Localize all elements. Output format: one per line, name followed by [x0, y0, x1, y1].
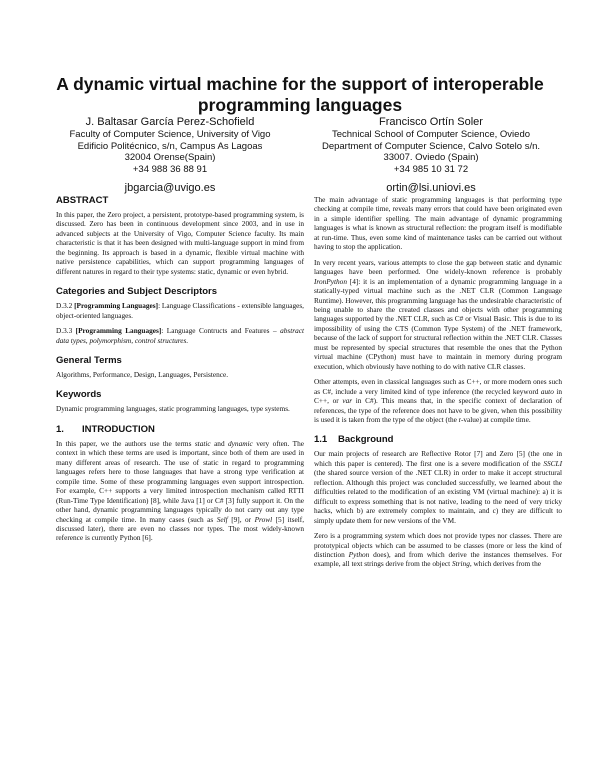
- section-number: 1.: [56, 423, 64, 435]
- category-code: D.3.2: [56, 301, 73, 311]
- italic-term: Python: [348, 549, 370, 559]
- text-run: very often. The context in which these terms are used is important, since both of them are used in many different areas of research. The use of static in regard to programming languages refers here to those languages that have a strong type verification at compile time. Some of these programming languages even support introspection. For example, C++ supports a very limited introspection mechanism called RTTI (Run-Time Type Identification) [8], while Java [1] or C# [3] fully support it. On the other hand, dynamic programming languages typically do not carry out any type checking at compile time. In many cases (such as: [56, 438, 305, 524]
- body-paragraph-4: [314, 449, 562, 525]
- category-rest: : Language Classifications - extensible languages, object-oriented languages.: [56, 301, 305, 320]
- author-address: Department of Computer Science, Calvo Sotelo s/n.: [321, 140, 541, 152]
- category-code: D.3.3: [56, 326, 73, 336]
- section-number: 1.1: [314, 434, 328, 446]
- italic-term: IronPython: [314, 276, 347, 286]
- category-descriptor-1: [56, 301, 304, 320]
- keywords-heading: Keywords: [56, 389, 102, 401]
- author-block-2: [301, 116, 561, 195]
- text-run: Zero is a programming system which does not provide types nor classes. There are prototypical objects which can be assumed to be classes (more or less the kind of distinction: [314, 531, 562, 559]
- author-affiliation: Faculty of Computer Science, University of Vigo: [69, 129, 271, 140]
- author-phone: +34 988 36 88 91: [132, 163, 208, 175]
- author-block-1: [40, 116, 300, 195]
- text-run: In this paper, we the authors use the terms: [56, 438, 192, 448]
- section-title: Background: [338, 434, 394, 446]
- general-terms-heading: General Terms: [56, 354, 122, 366]
- title-line-1: A dynamic virtual machine for the support of interoperable: [56, 74, 544, 94]
- introduction-heading: [56, 424, 304, 436]
- category-name: [Programming Languages]: [74, 301, 159, 311]
- italic-term: String: [452, 559, 470, 569]
- text-run: In very recent years, various attempts to close the gap between static and dynamic languages have been performed. One widely-known reference is probably: [314, 257, 562, 277]
- author-address: Edificio Politécnico, s/n, Campus As Lagoas: [77, 140, 263, 152]
- italic-term: SSCLI: [543, 458, 562, 468]
- general-terms-text: Algorithms, Performance, Design, Languages, Persistence.: [56, 369, 229, 379]
- title-line-2: programming languages: [197, 95, 403, 115]
- text-run: (the shared source version of the .NET CLR) in order to make it accept structural reflection. Although this project was concluded successfully, we learned about the difficulties related to the modification of an existing VM (virtual machine): a) it is difficult to express something that is not native, leading to the need of very tricky hacks, which b) are extremely complex to maintain, and c) they are difficult to simply update them for new versions of the VM.: [314, 468, 562, 525]
- italic-term: static: [194, 438, 211, 448]
- text-run: Other attempts, even in classical languages such as C++, or more modern ones such as C#, include a very limited kind of type inference (the recycled keyword: [314, 377, 562, 396]
- category-descriptor-2: [56, 326, 304, 345]
- section-title: INTRODUCTION: [82, 423, 155, 435]
- body-paragraph-2: [314, 258, 562, 371]
- body-paragraph-1: The main advantage of static programming languages is that performing type checking at compile time, reveals many errors that could have been originated even in a simple identifier spelling. The main advantage of dynamic programming languages is what is known as structural reflection: the program itself is modifiable at run-time. Thus, even some kind of maintenance tasks can be carried out without having to stop the application.: [314, 195, 562, 252]
- text-run: in C#). This means that, in the specific context of declaration of references, the type of the reference does not have to be given, when this possibility is used it is taken from the type of the object (the r-value) at compile time.: [314, 396, 563, 424]
- category-name: [Programming Languages]: [75, 326, 162, 336]
- body-paragraph-5: [314, 531, 562, 569]
- italic-term: auto: [540, 386, 554, 396]
- author-name: J. Baltasar García Perez-Schofield: [85, 116, 255, 128]
- category-rest: : Language Contructs and Features –: [161, 326, 277, 336]
- italic-term: dynamic: [228, 438, 253, 448]
- italic-term: var: [342, 396, 353, 406]
- text-run: Our main projects of research are Reflective Rotor [7] and Zero [5] (the one in which this paper is centered). The first one is a severe modification of the: [314, 449, 562, 468]
- background-heading: [314, 434, 562, 446]
- author-city: 32004 Orense(Spain): [124, 152, 216, 163]
- author-email[interactable]: jbgarcia@uvigo.es: [124, 182, 216, 194]
- abstract-text: In this paper, the Zero project, a persistent, prototype-based programming system, is discussed. Zero has been in continuous development since 2003, and in use in advanced subjects at the University of Vigo, Computer Science faculty. Its main characteristic is that it has been designed with multi-language support in mind from the beginning. Its approach is based in a dynamic, flexible virtual machine with native persistence capabilities, which can support programming languages of different natures in regard to their type systems: static, dynamic or even hybrid.: [56, 210, 304, 276]
- abstract-heading: ABSTRACT: [56, 195, 109, 206]
- author-phone: +34 985 10 31 72: [393, 163, 469, 175]
- italic-term: Prowl: [254, 514, 273, 524]
- author-affiliation: Technical School of Computer Science, Oviedo: [331, 129, 531, 140]
- categories-heading: Categories and Subject Descriptors: [56, 286, 218, 298]
- text-run: [5] itself, discussed later), there are even no classes nor types. The most widely-known reference is currently Python [6].: [56, 514, 305, 543]
- paper-title: [0, 74, 600, 116]
- body-paragraph-3: [314, 377, 562, 424]
- text-run: [4]: it is an implementation of a dynamic programming language in a statically-typed virtual machine such as the .NET CLR (Common Language Runtime). However, this programming language has the undesirable characteristic of being unable to share the created classes and objects with other programming languages supported by the .NET CLR, such as C# or Visual Basic. This is due to its impossibility of using the CTS (Common Type System) of the .NET framework, because of the lack of support for structural reflection within the .NET CLR. Classes must be represented by special structures that resemble the ones that the Python virtual machine (CPython) must have to maintain in memory during program execution, which obviously have nothing to do with native CLR classes.: [314, 276, 563, 371]
- author-name: Francisco Ortín Soler: [379, 116, 483, 128]
- right-column: [314, 195, 562, 569]
- category-italic: abstract data types, polymorphism, control structures.: [56, 326, 304, 345]
- text-run: [9], or: [231, 514, 252, 524]
- keywords-text: Dynamic programming languages, static programming languages, type systems.: [56, 404, 290, 414]
- text-run: , which derives from the: [469, 559, 541, 569]
- italic-term: Self: [216, 514, 228, 524]
- text-run: and: [214, 438, 225, 448]
- introduction-paragraph: [56, 439, 304, 543]
- left-column: [56, 195, 304, 543]
- author-city: 33007. Oviedo (Spain): [383, 152, 479, 163]
- text-run: in C++, or: [314, 386, 562, 406]
- text-run: does), and from which derive the instances themselves. For example, all text strings derive from the object: [314, 549, 562, 569]
- author-email[interactable]: ortin@lsi.uniovi.es: [386, 182, 476, 194]
